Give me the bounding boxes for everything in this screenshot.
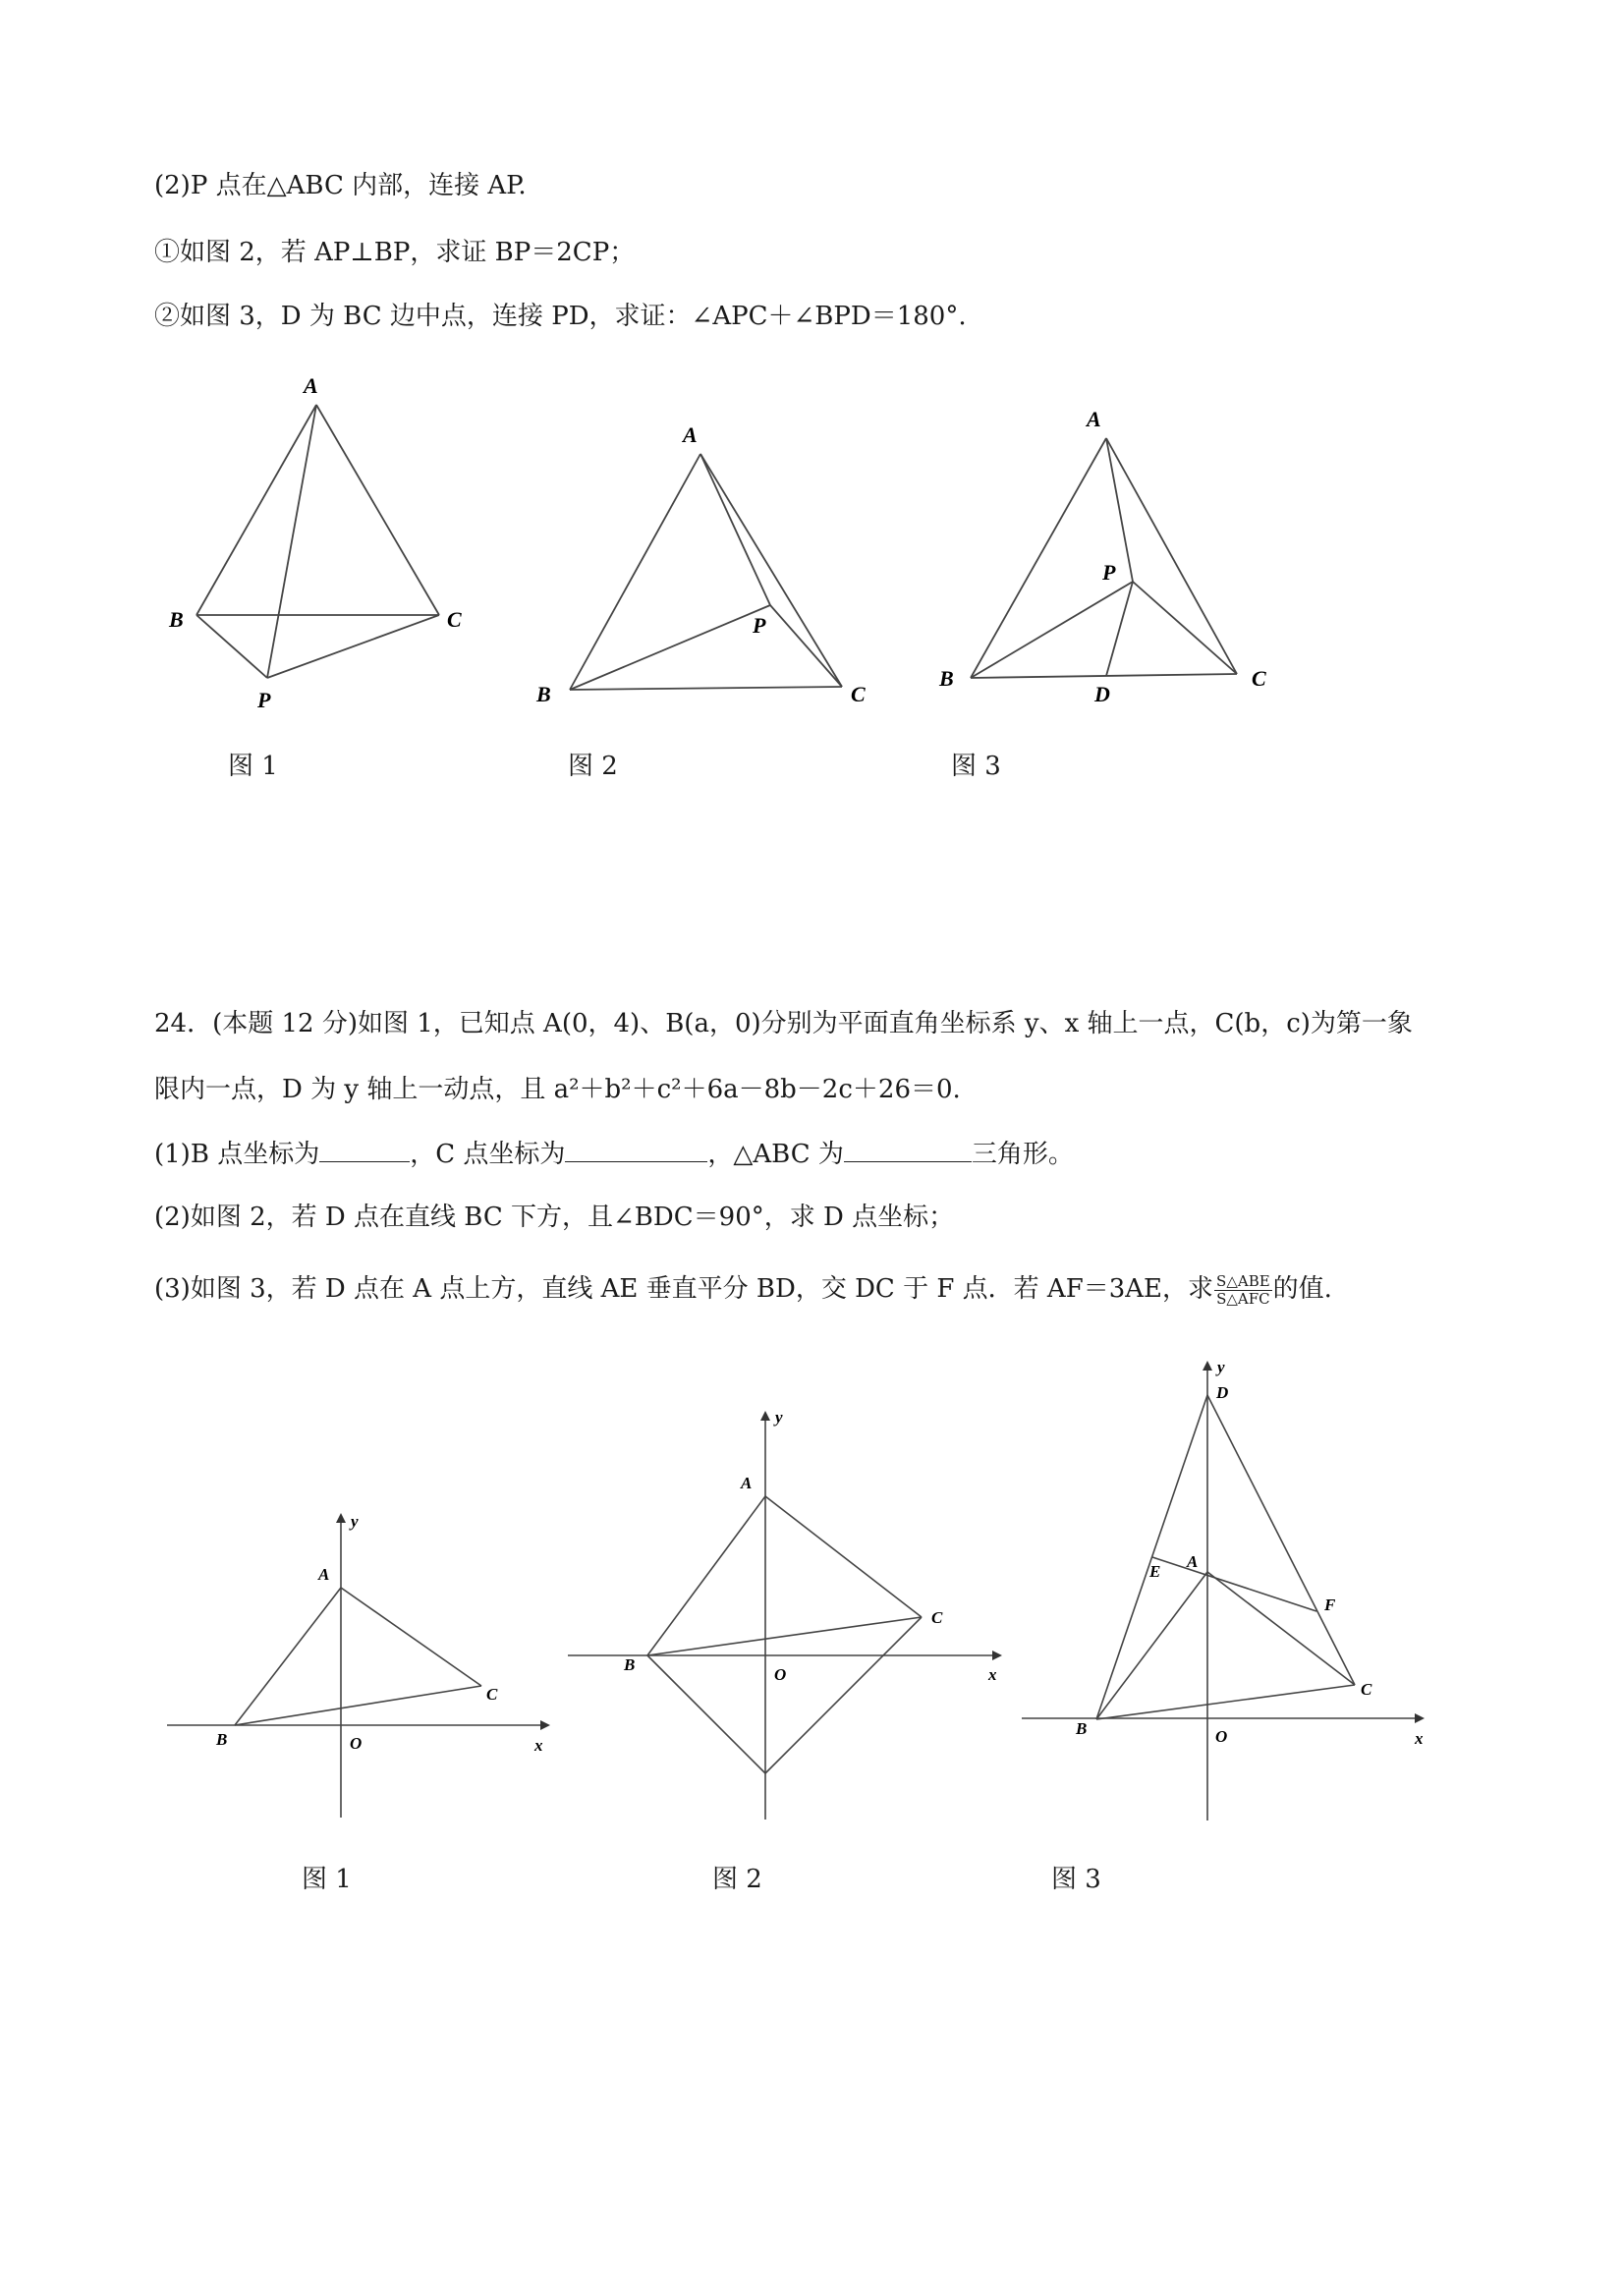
point-label-B: B — [1076, 1719, 1088, 1738]
bottom-figure-3 — [1012, 1351, 1444, 1827]
answer-blank-triangle[interactable] — [844, 1136, 972, 1162]
y-axis-label: y — [1217, 1358, 1225, 1376]
q24-sub3-text-b: 的值. — [1272, 1274, 1332, 1304]
q24-sub1-text-b: ，C 点坐标为 — [410, 1140, 566, 1169]
top-figure-3 — [923, 393, 1287, 717]
point-label-A: A — [1187, 1552, 1199, 1571]
origin-label: O — [774, 1665, 787, 1684]
top-caption-3: 图 3 — [951, 752, 1001, 781]
bottom-caption-3: 图 3 — [1051, 1865, 1101, 1894]
point-label-B: B — [939, 666, 954, 691]
point-label-C: C — [1361, 1680, 1372, 1699]
q24-sub2: (2)如图 2，若 D 点在直线 BC 下方，且∠BDC＝90°，求 D 点坐标； — [154, 1203, 955, 1232]
q24-line-2: 限内一点，D 为 y 轴上一动点，且 a²＋b²＋c²＋6a－8b－2c＋26＝0. — [154, 1075, 961, 1104]
point-label-P: P — [1102, 560, 1116, 585]
part2-intro: (2)P 点在△ABC 内部，连接 AP. — [154, 171, 527, 200]
q24-line-1: 24．(本题 12 分)如图 1，已知点 A(0，4)、B(a，0)分别为平面直角坐标系 y、x 轴上一点，C(b，c)为第一象 — [154, 1009, 1413, 1038]
point-label-A: A — [318, 1565, 330, 1584]
x-axis-label: x — [988, 1665, 997, 1684]
point-label-C: C — [447, 607, 462, 632]
top-figure-2 — [531, 413, 884, 717]
bottom-caption-1: 图 1 — [302, 1865, 352, 1894]
bottom-figure-2 — [560, 1395, 1012, 1827]
q24-sub1-text-c: ，△ABC 为 — [707, 1140, 844, 1169]
q24-sub3 — [154, 1272, 1332, 1308]
origin-label: O — [1215, 1727, 1228, 1746]
point-label-B: B — [169, 607, 184, 632]
part2-question-2: ②如图 3，D 为 BC 边中点，连接 PD，求证：∠APC＋∠BPD＝180°. — [154, 302, 967, 331]
y-axis-label: y — [351, 1512, 359, 1531]
point-label-A: A — [1087, 407, 1101, 431]
point-label-P: P — [257, 688, 271, 712]
x-axis-label: x — [534, 1736, 543, 1755]
point-label-B: B — [624, 1655, 636, 1674]
answer-blank-c[interactable] — [565, 1136, 707, 1162]
point-label-C: C — [931, 1608, 943, 1627]
point-label-C: C — [1252, 666, 1266, 691]
x-axis-label: x — [1415, 1729, 1424, 1748]
q24-sub1-text-d: 三角形。 — [971, 1140, 1074, 1169]
fraction-denominator: S△AFC — [1216, 1289, 1270, 1308]
point-label-C: C — [486, 1685, 498, 1704]
top-caption-1: 图 1 — [228, 752, 278, 781]
point-label-B: B — [216, 1730, 228, 1749]
point-label-P: P — [753, 613, 766, 638]
bottom-caption-2: 图 2 — [712, 1865, 762, 1894]
point-label-F: F — [1324, 1596, 1336, 1614]
q24-sub1 — [154, 1136, 1074, 1171]
point-label-A: A — [741, 1474, 753, 1492]
point-label-B: B — [536, 682, 551, 706]
top-figure-1 — [157, 364, 481, 727]
point-label-C: C — [851, 682, 866, 706]
answer-blank-b[interactable] — [319, 1136, 410, 1162]
point-label-D: D — [1216, 1383, 1229, 1402]
y-axis-label: y — [775, 1408, 783, 1427]
fraction-numerator: S△ABE — [1216, 1271, 1270, 1290]
part2-question-1: ①如图 2，若 AP⊥BP，求证 BP＝2CP； — [154, 238, 636, 267]
top-caption-2: 图 2 — [568, 752, 618, 781]
area-ratio-fraction — [1214, 1273, 1272, 1308]
origin-label: O — [350, 1734, 363, 1753]
q24-sub1-text-a: (1)B 点坐标为 — [154, 1140, 320, 1169]
q24-sub3-text-a: (3)如图 3，若 D 点在 A 点上方，直线 AE 垂直平分 BD，交 DC 于 F 点．若 AF＝3AE，求 — [154, 1274, 1214, 1304]
point-label-A: A — [683, 422, 698, 447]
bottom-figure-1 — [157, 1503, 560, 1827]
point-label-E: E — [1149, 1562, 1161, 1581]
point-label-D: D — [1094, 682, 1110, 706]
point-label-A: A — [304, 373, 318, 398]
